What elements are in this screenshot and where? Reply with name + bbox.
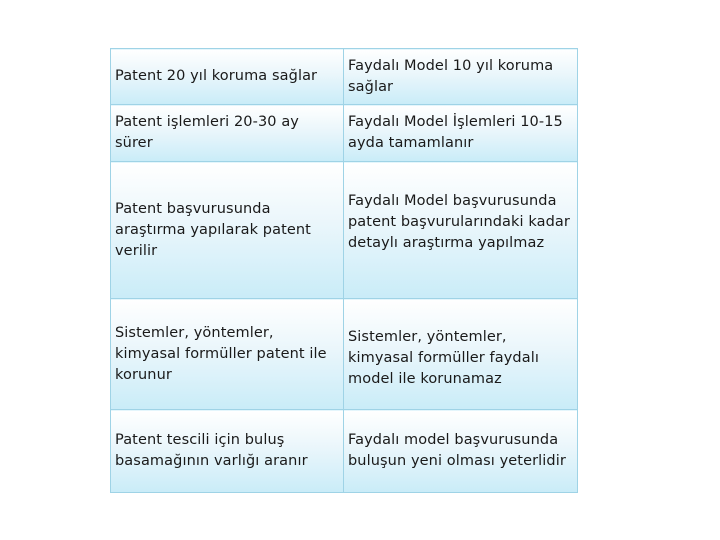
faydali-model-cell (344, 410, 578, 493)
table-row (111, 410, 578, 493)
faydali-model-cell (344, 49, 578, 105)
faydali-model-cell (344, 162, 578, 299)
patent-cell-text: Patent işlemleri 20-30 ay sürer (115, 114, 299, 151)
patent-cell (111, 162, 344, 299)
faydali-model-cell (344, 105, 578, 162)
patent-cell-text: Patent başvurusunda araştırma yapılarak patent verilir (115, 200, 311, 259)
patent-cell (111, 410, 344, 493)
table-row (111, 49, 578, 105)
patent-cell (111, 299, 344, 410)
faydali-model-cell-text: Sistemler, yöntemler, kimyasal formüller faydalı model ile korunamaz (348, 328, 539, 387)
patent-cell-text: Patent tescili için buluş basamağının varlığı aranır (115, 432, 308, 469)
patent-cell (111, 105, 344, 162)
table-row (111, 299, 578, 410)
faydali-model-cell (344, 299, 578, 410)
patent-cell-text: Sistemler, yöntemler, kimyasal formüller patent ile korunur (115, 324, 327, 383)
table-row (111, 162, 578, 299)
table-row (111, 105, 578, 162)
patent-cell-text: Patent 20 yıl koruma sağlar (115, 68, 318, 84)
patent-vs-utility-model-table (110, 48, 578, 493)
faydali-model-cell-text: Faydalı Model İşlemleri 10-15 ayda tamamlanır (348, 114, 563, 151)
faydali-model-cell-text: Faydalı Model başvurusunda patent başvurularındaki kadar detaylı araştırma yapılmaz (348, 192, 570, 251)
faydali-model-cell-text: Faydalı model başvurusunda buluşun yeni olması yeterlidir (348, 432, 566, 469)
faydali-model-cell-text: Faydalı Model 10 yıl koruma sağlar (348, 57, 554, 95)
patent-cell (111, 49, 344, 105)
